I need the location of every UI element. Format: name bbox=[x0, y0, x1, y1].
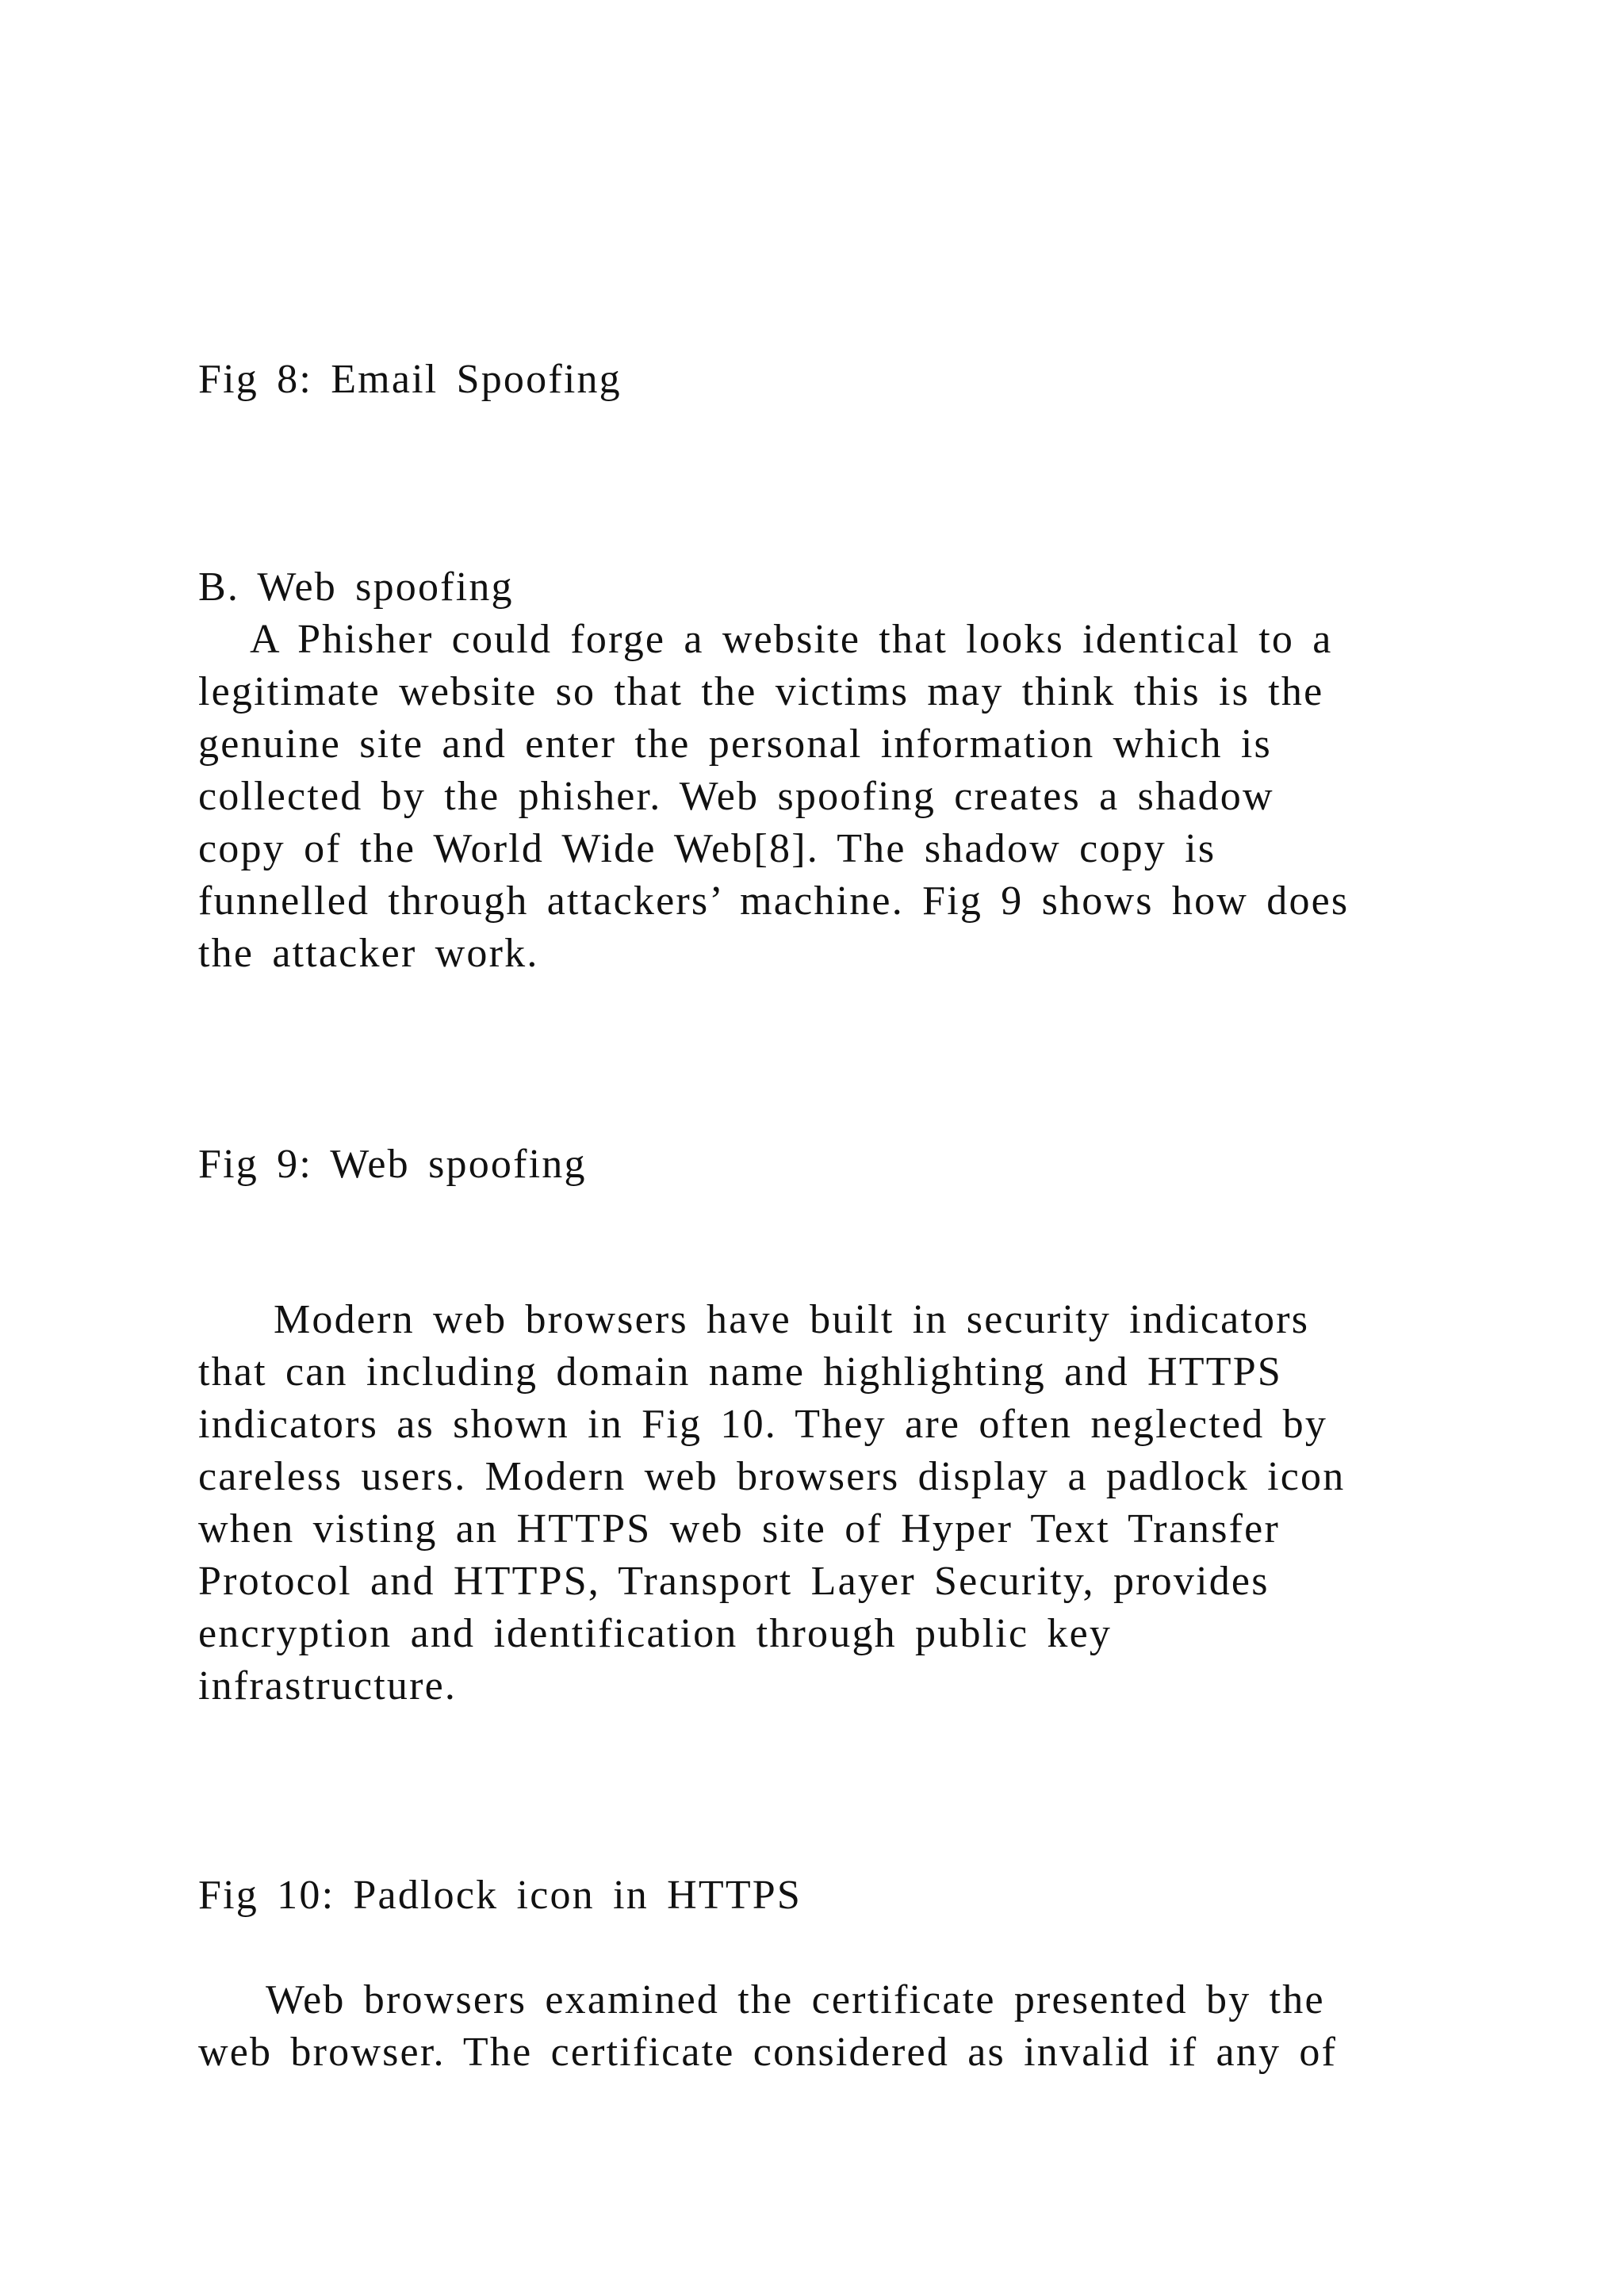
paragraph-line: copy of the World Wide Web[8]. The shadow copy is bbox=[198, 826, 1216, 871]
paragraph-line: when visting an HTTPS web site of Hyper Text Transfer bbox=[198, 1506, 1280, 1552]
paragraph-line: funnelled through attackers’ machine. Fig 9 shows how does bbox=[198, 878, 1350, 924]
paragraph-line: legitimate website so that the victims may think this is the bbox=[198, 669, 1324, 714]
paragraph-line: Web browsers examined the certificate presented by the bbox=[266, 1977, 1325, 2022]
paragraph-line: A Phisher could forge a website that looks identical to a bbox=[250, 617, 1333, 662]
paragraph-line: careless users. Modern web browsers display a padlock icon bbox=[198, 1454, 1346, 1499]
paragraph-line: encryption and identification through public key bbox=[198, 1611, 1113, 1656]
figure-caption-fig9: Fig 9: Web spoofing bbox=[198, 1142, 587, 1187]
paragraph-line: indicators as shown in Fig 10. They are often neglected by bbox=[198, 1402, 1328, 1447]
paragraph-line: that can including domain name highlighting and HTTPS bbox=[198, 1349, 1282, 1395]
paragraph-line: genuine site and enter the personal information which is bbox=[198, 721, 1272, 767]
paragraph-line: infrastructure. bbox=[198, 1663, 458, 1709]
paragraph-line: the attacker work. bbox=[198, 931, 539, 976]
paragraph-line: Protocol and HTTPS, Transport Layer Security, provides bbox=[198, 1559, 1270, 1604]
paragraph-line: web browser. The certificate considered as invalid if any of bbox=[198, 2030, 1338, 2075]
figure-caption-fig10: Fig 10: Padlock icon in HTTPS bbox=[198, 1873, 802, 1918]
figure-caption-fig8: Fig 8: Email Spoofing bbox=[198, 357, 622, 402]
paragraph-line: collected by the phisher. Web spoofing creates a shadow bbox=[198, 774, 1274, 819]
paragraph-line: Modern web browsers have built in security indicators bbox=[274, 1297, 1310, 1342]
section-heading-web-spoofing: B. Web spoofing bbox=[198, 564, 514, 610]
